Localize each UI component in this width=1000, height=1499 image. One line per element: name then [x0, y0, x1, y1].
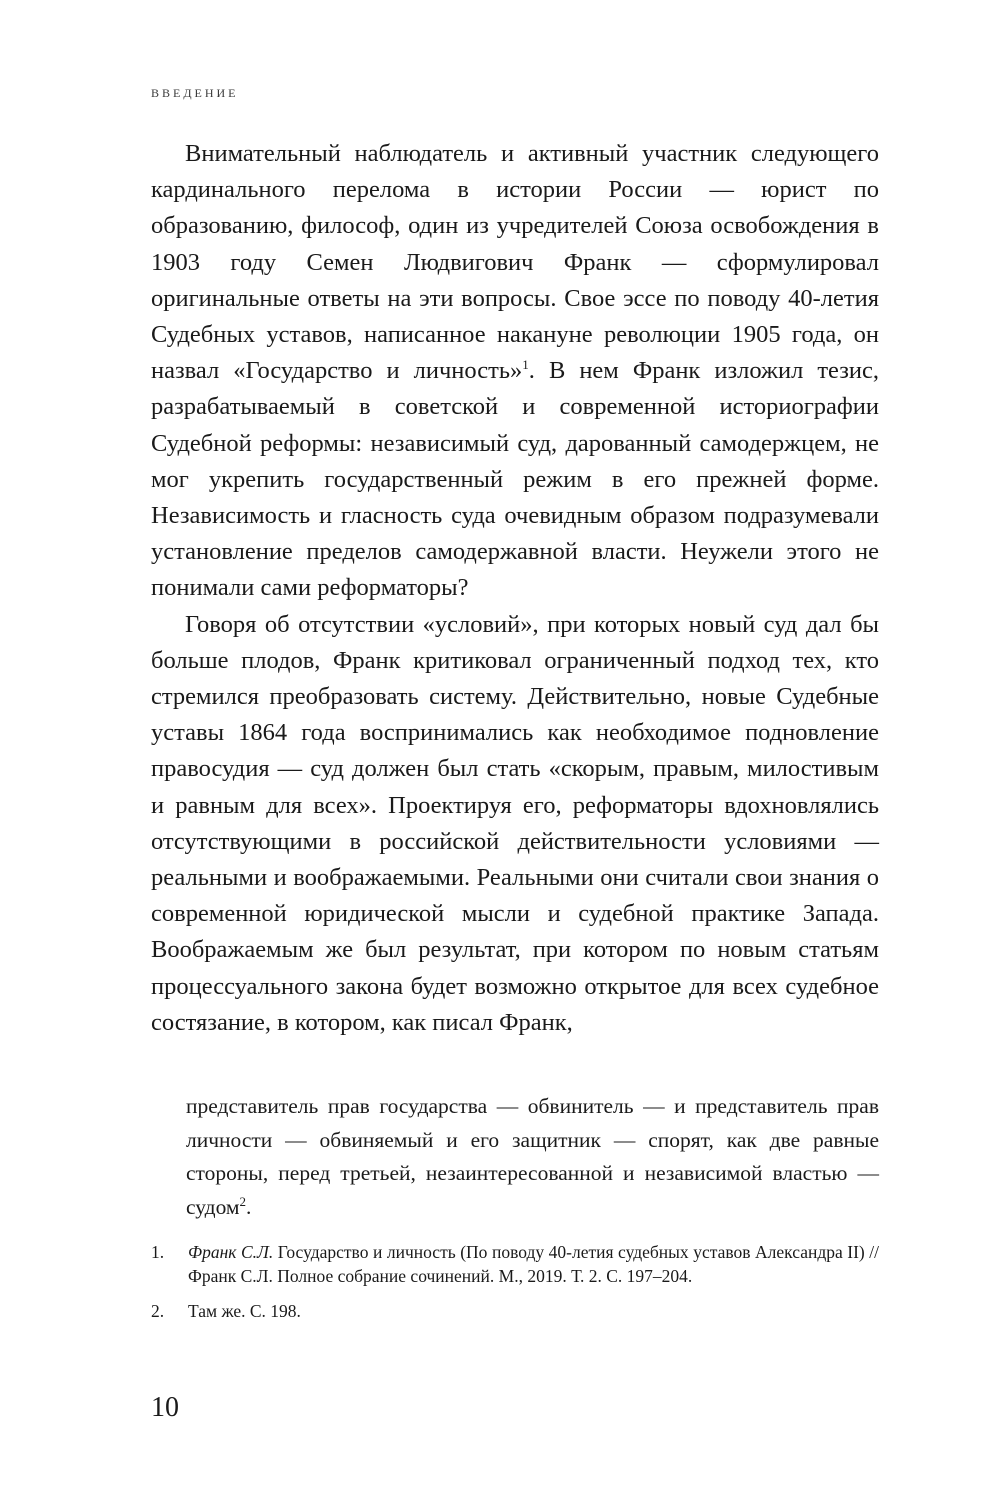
footnote-text — [188, 1299, 879, 1323]
page-number: 10 — [151, 1392, 179, 1423]
block-quote — [186, 1090, 879, 1224]
main-text — [151, 136, 879, 1041]
footnote-2 — [151, 1299, 879, 1323]
footnotes — [151, 1240, 879, 1334]
footnote-number: 1. — [151, 1242, 165, 1262]
paragraph-1-text-a: Внимательный наблюдатель и активный участник следующего кардинального перелома в истории России — юрист по образованию, философ, один из учредителей Союза освобождения в 1903 году Семен Людвигович Франк — сформулировал оригинальные ответы на эти вопросы. Свое эссе по поводу 40-летия Судебных уставов, написанное накануне революции 1905 года, он назвал «Государство и личность» — [151, 140, 879, 385]
footnote-body: Государство и личность (По поводу 40-летия судебных уставов Александра II) // Франк С.Л. Полное собрание сочинений. М., 2019. Т. 2. С. 197–204. — [188, 1242, 879, 1286]
paragraph-1 — [151, 136, 879, 607]
footnote-body: Там же. С. 198. — [188, 1301, 301, 1321]
footnote-ref-2: 2 — [239, 1193, 247, 1209]
quote-end: . — [246, 1194, 252, 1219]
footnote-text — [188, 1240, 879, 1288]
footnote-1 — [151, 1240, 879, 1288]
footnote-ref-1: 1 — [522, 357, 529, 373]
running-head: ВВЕДЕНИЕ — [151, 86, 239, 100]
quote-text: представитель прав государства — обвинитель — и представитель прав личности — обвиняемый и его защитник — спорят, как две равные стороны, перед третьей, незаинтересованной и независимой властью — судом — [186, 1094, 879, 1219]
paragraph-1-text-b: . В нем Франк изложил тезис, разрабатываемый в советской и современной историографии Судебной реформы: независимый суд, дарованный самодержцем, не мог укрепить государственный режим в его прежней форме. Независимость и гласность суда очевидным образом подразумевали установление пределов самодержавной власти. Неужели этого не понимали сами реформаторы? — [151, 357, 879, 602]
paragraph-2: Говоря об отсутствии «условий», при которых новый суд дал бы больше плодов, Франк критиковал ограниченный подход тех, кто стремился преобразовать систему. Действительно, новые Судебные уставы 1864 года воспринимались как необходимое подновление правосудия — суд должен был стать «скорым, правым, милостивым и равным для всех». Проектируя его, реформаторы вдохновлялись отсутствующими в российской действительности условиями — реальными и воображаемыми. Реальными они считали свои знания о современной юридической мысли и судебной практике Запада. Воображаемым же был результат, при котором по новым статьям процессуального закона будет возможно открытое для всех судебное состязание, в котором, как писал Франк, — [151, 610, 879, 1036]
footnote-author: Франк С.Л. — [188, 1242, 274, 1262]
footnote-number: 2. — [151, 1301, 165, 1321]
